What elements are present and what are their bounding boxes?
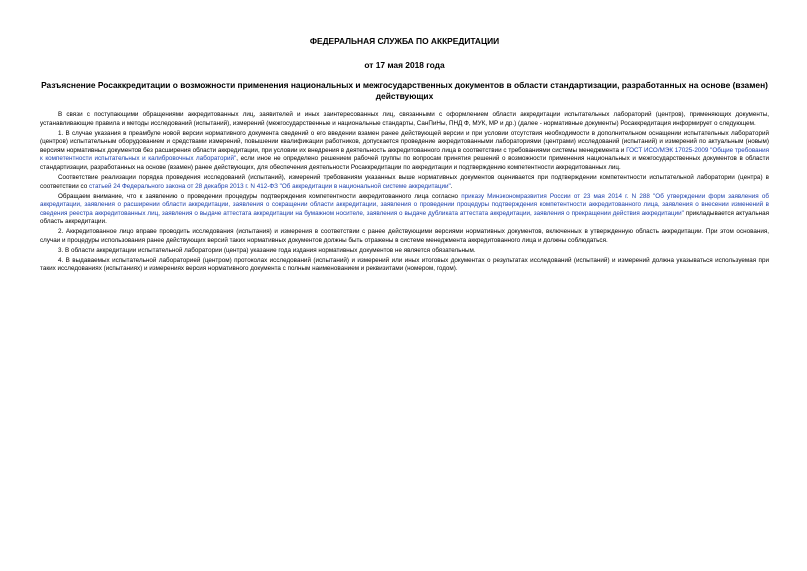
paragraph-intro: В связи с поступающими обращениями аккредитованных лиц, заявителей и иных заинтересованных лиц, связанными с оформлением области аккредитации испытательных лабораторий (центров), применяющих документы, устанавливающие правила и методы исследований (испытаний), измерений (межгосударственные и национальные стандарты, СанПиНы, ПНД Ф, МУК, МР и др.) (далее - нормативные документы) Росаккредитация информирует о следующем. <box>40 111 769 127</box>
paragraph-2-text-a: Соответствие реализации порядка проведения исследований (испытаний), измерений требованиям указанных выше нормативных документов оценивается при подтверждении компетентности испытательной лаборатории (центра) в соответствии со <box>40 173 769 190</box>
document-body <box>40 111 769 274</box>
document-date: от 17 мая 2018 года <box>364 60 445 70</box>
paragraph-1 <box>40 130 769 173</box>
paragraph-2-text-b: . <box>450 182 453 190</box>
paragraph-item-3: 3. В области аккредитации испытательной лаборатории (центра) указание года издания нормативных документов не является обязательным. <box>58 246 476 254</box>
law-412fz-link[interactable]: статьей 24 Федерального закона от 28 декабря 2013 г. N 412-ФЗ "Об аккредитации в национальной системе аккредитации" <box>88 182 451 190</box>
gost-17025-link[interactable]: ГОСТ ИСО/МЭК 17025-2009 "Общие требования к компетентности испытательных и калибровочных лабораторий" <box>40 146 769 163</box>
paragraph-3-text-b: прикладывается актуальная область аккредитации. <box>40 209 769 226</box>
paragraph-2 <box>40 174 769 191</box>
order-288-link[interactable]: приказу Минэкономразвития России от 23 мая 2014 г. N 288 "Об утверждении форм заявления об аккредитации, заявления о расширении области аккредитации, заявления о сокращении области аккредитации, заявления о проведении процедуры подтверждения компетентности аккредитованного лица, заявления о внесении изменений в сведения реестра аккредитованных лиц, заявления о выдаче аттестата аккредитации на бумажном носителе, заявления о выдаче дубликата аттестата аккредитации, заявления о прекращении действия аккредитации" <box>40 192 769 217</box>
paragraph-item-4: 4. В выдаваемых испытательной лабораторией (центром) протоколах исследований (испытаний) и измерений или иных итоговых документах о результатах исследований (испытаний) и измерений должна указываться используемая при таких исследованиях (испытаниях) и измерениях версия нормативного документа с полным наименованием и реквизитами (номером, годом). <box>40 256 769 273</box>
document-page <box>40 36 769 275</box>
paragraph-3-text-a: Обращаем внимание, что к заявлению о проведении процедуры подтверждения компетентности аккредитованного лица согласно <box>58 192 462 200</box>
paragraph-1-text-a: 1. В случае указания в преамбуле новой версии нормативного документа сведений о его введении взамен ранее действующей версии и при условии отсутствия необходимости в дополнительном оснащении испытательных лабораторий (центров) испытательным оборудованием и средствами измерений, повышении квалификации работников, допускается проведение аккредитованными лабораториями (центрами) исследований (испытаний) и измерений по актуальным (новым) версиям нормативных документов без расширения области аккредитации, при условии их внедрения в деятельность аккредитованного лица в соответствии с требованиями системы менеджмента и <box>40 129 769 154</box>
document-title: Разъяснение Росаккредитации о возможности применения национальных и межгосударственных документов в области стандартизации, разработанных на основе (взамен) действующих <box>41 80 768 101</box>
paragraph-item-2: 2. Аккредитованное лицо вправе проводить исследования (испытания) и измерения в соответствии с ранее действующими версиями нормативных документов, включенных в утвержденную область аккредитации. При этом основания, случаи и процедуры использования ранее действующих версий таких нормативных документов должны быть отражены в системе менеджмента аккредитованного лица и должны соблюдаться. <box>40 228 769 244</box>
paragraph-1-text-b: , если иное не определено решением рабочей группы по вопросам принятия решений о возможности применения национальных и межгосударственных документов в области стандартизации, разработанных на основе (взамен) ранее действующих, для обеспечения деятельности Росаккредитации по аккредитации и подтверждению компетентности аккредитованных лиц. <box>40 155 769 171</box>
paragraph-3 <box>40 193 769 227</box>
agency-name: ФЕДЕРАЛЬНАЯ СЛУЖБА ПО АККРЕДИТАЦИИ <box>309 36 500 46</box>
